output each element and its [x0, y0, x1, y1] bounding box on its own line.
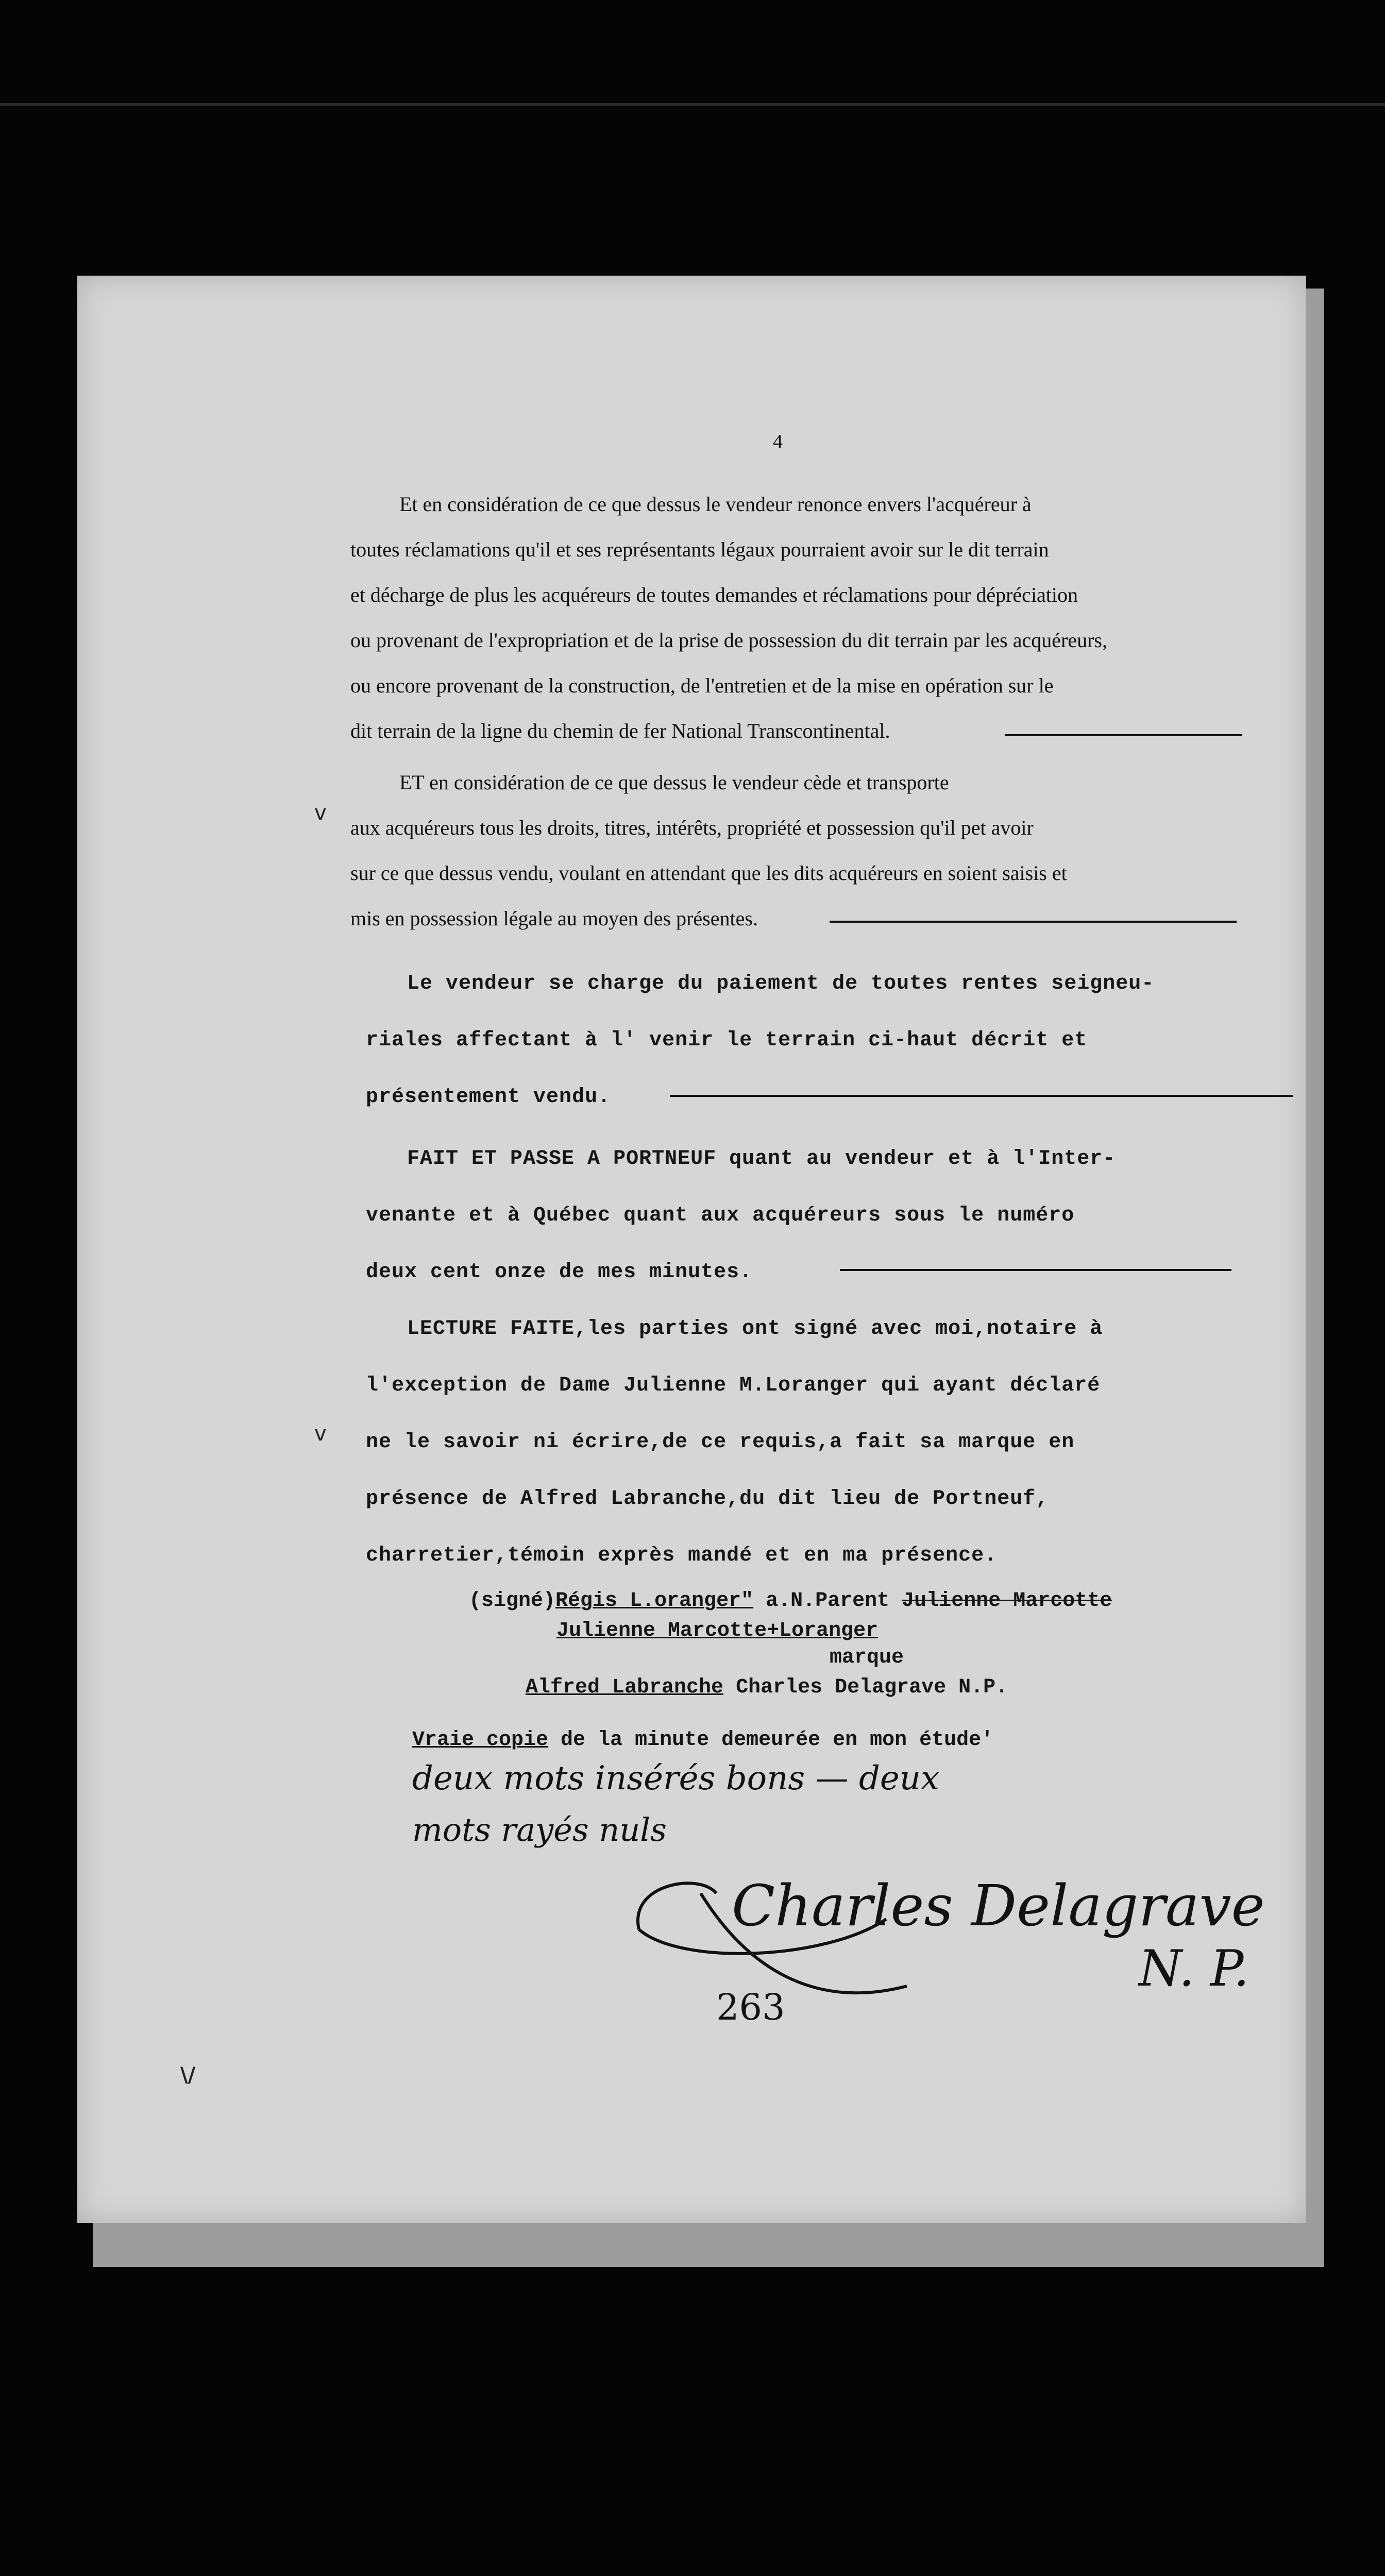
typed1-line1: Le vendeur se charge du paiement de toutes rentes seigneu-	[407, 972, 1155, 995]
document-page	[77, 276, 1306, 2223]
folio-number: 263	[716, 1986, 785, 2028]
fill-line	[670, 1095, 1293, 1097]
para2-line4: mis en possession légale au moyen des présentes.	[350, 907, 758, 930]
vraie-copie: Vraie copie	[412, 1728, 549, 1752]
fill-line	[830, 921, 1237, 923]
fill-line	[1005, 734, 1242, 736]
para1-line3: et décharge de plus les acquéreurs de toutes demandes et réclamations pour dépréciation	[350, 583, 1078, 606]
typed3-line4: présence de Alfred Labranche,du dit lieu de Portneuf,	[366, 1487, 1049, 1511]
typed3-line1: LECTURE FAITE,les parties ont signé avec moi,notaire à	[407, 1317, 1103, 1341]
typed2-line1: FAIT ET PASSE A PORTNEUF quant au vendeur et à l'Inter-	[407, 1147, 1116, 1171]
signer-parent: a.N.Parent	[766, 1589, 890, 1613]
certification-rest: de la minute demeurée en mon étude'	[548, 1728, 994, 1752]
signature-block	[469, 1589, 1345, 1723]
typed2-line3: deux cent onze de mes minutes.	[366, 1261, 753, 1284]
para2-line3: sur ce que dessus vendu, voulant en attendant que les dits acquéreurs en soient saisis et	[350, 861, 1067, 885]
marque-label: marque	[830, 1646, 904, 1669]
typed1-line3: présentement vendu.	[366, 1086, 611, 1109]
para1-line6: dit terrain de la ligne du chemin de fer National Transcontinental.	[350, 719, 890, 742]
notary-signature	[618, 1852, 1265, 2017]
typed2-line2: venante et à Québec quant aux acquéreurs sous le numéro	[366, 1204, 1075, 1227]
typed3-line5: charretier,témoin exprès mandé et en ma présence.	[366, 1544, 998, 1567]
signature-name: Charles Delagrave	[732, 1873, 1265, 1939]
margin-tick: v	[314, 1422, 327, 1446]
para1-line1: Et en considération de ce que dessus le vendeur renonce envers l'acquéreur à	[399, 493, 1032, 516]
para2-line1: ET en considération de ce que dessus le vendeur cède et transporte	[399, 771, 949, 794]
typed3-line3: ne le savoir ni écrire,de ce requis,a fait sa marque en	[366, 1431, 1075, 1454]
signer-delagrave: Charles Delagrave N.P.	[736, 1676, 1008, 1699]
film-edge-top	[0, 103, 1385, 106]
handwritten-note-line2: mots rayés nuls	[412, 1811, 667, 1849]
para1-line4: ou provenant de l'expropriation et de la prise de possession du dit terrain par les acquéreurs,	[350, 629, 1107, 652]
para1-line5: ou encore provenant de la construction, de l'entretien et de la mise en opération sur le	[350, 674, 1054, 697]
signer-labranche: Alfred Labranche	[526, 1676, 724, 1699]
margin-tick: v	[314, 801, 327, 825]
typed1-line2: riales affectant à l' venir le terrain ci-haut décrit et	[366, 1029, 1088, 1052]
signer-julienne: Julienne Marcotte+Loranger	[556, 1619, 879, 1642]
page-number: 4	[773, 431, 783, 452]
signature-suffix: N. P.	[1139, 1940, 1249, 1997]
para2-line2: aux acquéreurs tous les droits, titres, intérêts, propriété et possession qu'il pet avoir	[350, 816, 1034, 839]
signed-label: (signé)	[469, 1589, 556, 1613]
fill-line	[840, 1269, 1231, 1271]
signer-julienne-struck: Julienne Marcotte	[902, 1589, 1112, 1613]
signer-regis: Régis L.oranger"	[555, 1589, 754, 1613]
typed3-line2: l'exception de Dame Julienne M.Loranger qui ayant déclaré	[366, 1374, 1101, 1397]
margin-tick: \/	[180, 2063, 196, 2087]
handwritten-note-line1: deux mots insérés bons — deux	[412, 1759, 940, 1798]
certification-line	[412, 1728, 993, 1752]
para1-line2: toutes réclamations qu'il et ses représentants légaux pourraient avoir sur le dit terrain	[350, 538, 1049, 561]
